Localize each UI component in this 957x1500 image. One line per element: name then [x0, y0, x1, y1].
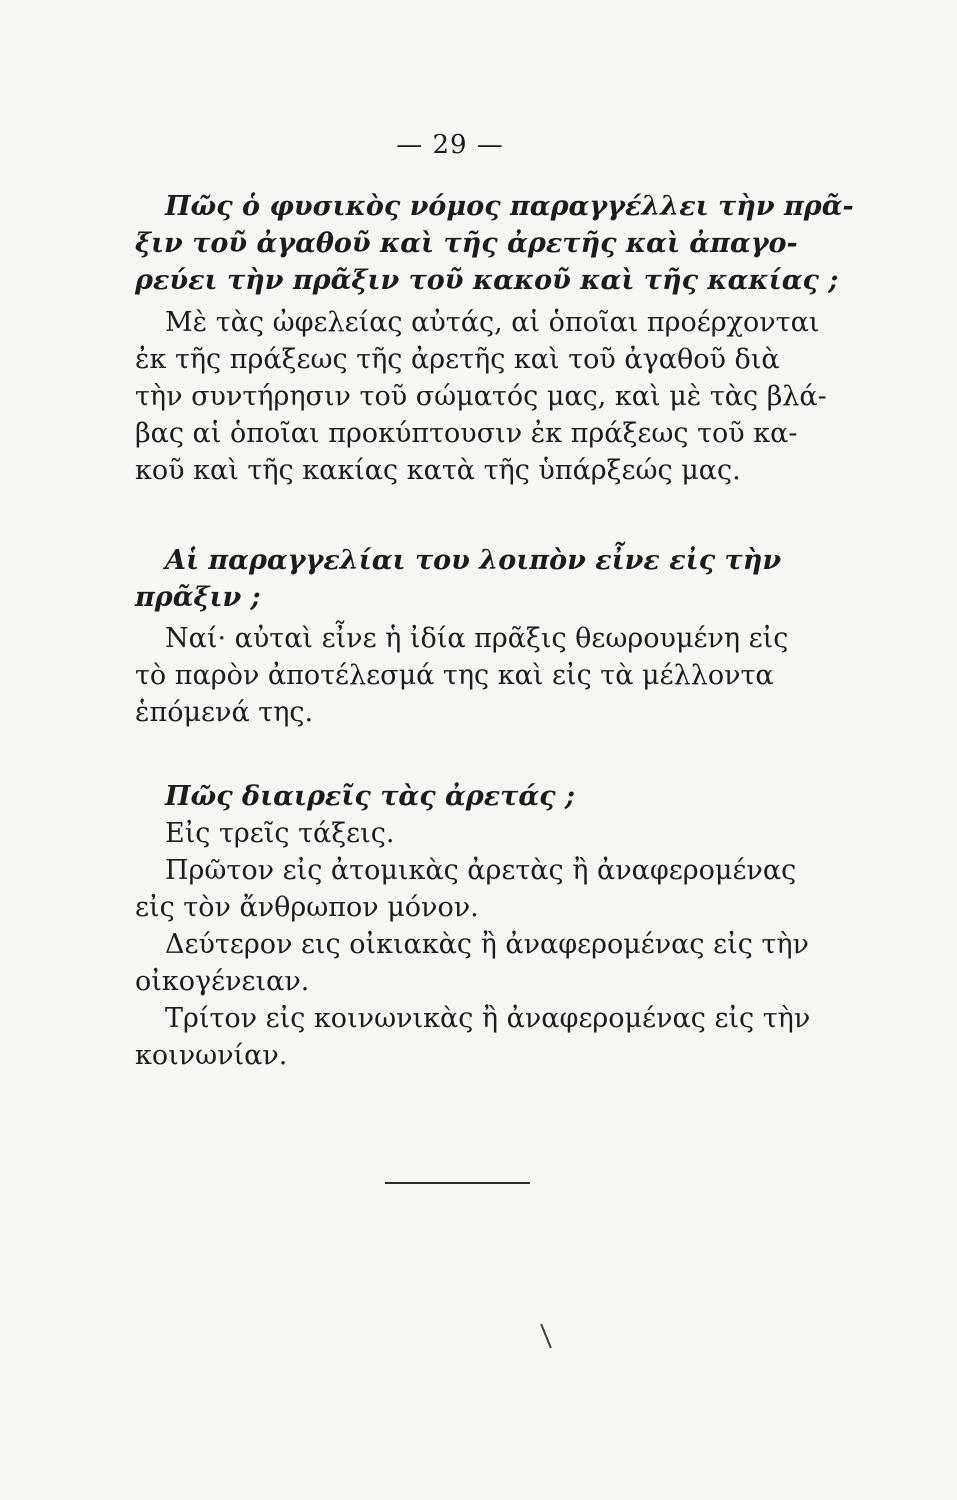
- answer-line: Τρίτον εἰς κοινωνικὰς ἢ ἀναφερομένας εἰς τὴν: [165, 1003, 811, 1034]
- answer-line: Εἰς τρεῖς τάξεις.: [165, 818, 395, 849]
- answer-line: ἑπόμενά της.: [135, 697, 314, 728]
- answer-line: Πρῶτον εἰς ἀτομικὰς ἀρετὰς ἢ ἀναφερομένας: [165, 855, 797, 886]
- page-number: — 29 —: [396, 130, 504, 160]
- answer-commandments: [135, 620, 789, 731]
- answer-line: Δεύτερον εις οἰκιακὰς ἢ ἀναφερομένας εἰς τὴν: [165, 929, 809, 960]
- question-natural-law: [135, 188, 854, 299]
- answer-line: εἰς τὸν ἄνθρωπον μόνον.: [135, 892, 479, 923]
- question-line: Αἱ παραγγελίαι του λοιπὸν εἶνε εἰς τὴν: [165, 545, 782, 576]
- ink-mark: [540, 1324, 552, 1349]
- answer-virtues: [135, 815, 811, 1074]
- answer-line: Μὲ τὰς ὠφελείας αὐτάς, αἱ ὁποῖαι προέρχονται: [165, 307, 820, 338]
- question-line: Πῶς διαιρεῖς τὰς ἀρετάς ;: [165, 781, 575, 812]
- question-commandments: [135, 542, 785, 616]
- question-line: Πῶς ὁ φυσικὸς νόμος παραγγέλλει τὴν πρᾶ-: [165, 191, 854, 222]
- question-line: πρᾶξιν ;: [135, 582, 261, 613]
- question-line: ξιν τοῦ ἀγαθοῦ καὶ τῆς ἀρετῆς καὶ ἀπαγο-: [135, 228, 798, 259]
- answer-line: κοινωνίαν.: [135, 1040, 288, 1071]
- answer-natural-law: [135, 304, 827, 489]
- answer-line: βας αἱ ὁποῖαι προκύπτουσιν ἐκ πράξεως τοῦ κα-: [135, 418, 798, 449]
- answer-line: τὸ παρὸν ἀποτέλεσμά της καὶ εἰς τὰ μέλλοντα: [135, 660, 774, 691]
- section-divider: [385, 1182, 530, 1184]
- answer-line: οἰκογένειαν.: [135, 966, 310, 997]
- question-line: ρεύει τὴν πρᾶξιν τοῦ κακοῦ καὶ τῆς κακίας ;: [135, 265, 839, 296]
- answer-line: κοῦ καὶ τῆς κακίας κατὰ τῆς ὑπάρξεώς μας.: [135, 455, 741, 486]
- question-virtues: [135, 778, 785, 815]
- answer-line: ἐκ τῆς πράξεως τῆς ἀρετῆς καὶ τοῦ ἀγαθοῦ διὰ: [135, 344, 780, 375]
- answer-line: τὴν συντήρησιν τοῦ σώματός μας, καὶ μὲ τὰς βλά-: [135, 381, 827, 412]
- answer-line: Ναί· αὐταὶ εἶνε ἡ ἰδία πρᾶξις θεωρουμένη εἰς: [165, 623, 789, 654]
